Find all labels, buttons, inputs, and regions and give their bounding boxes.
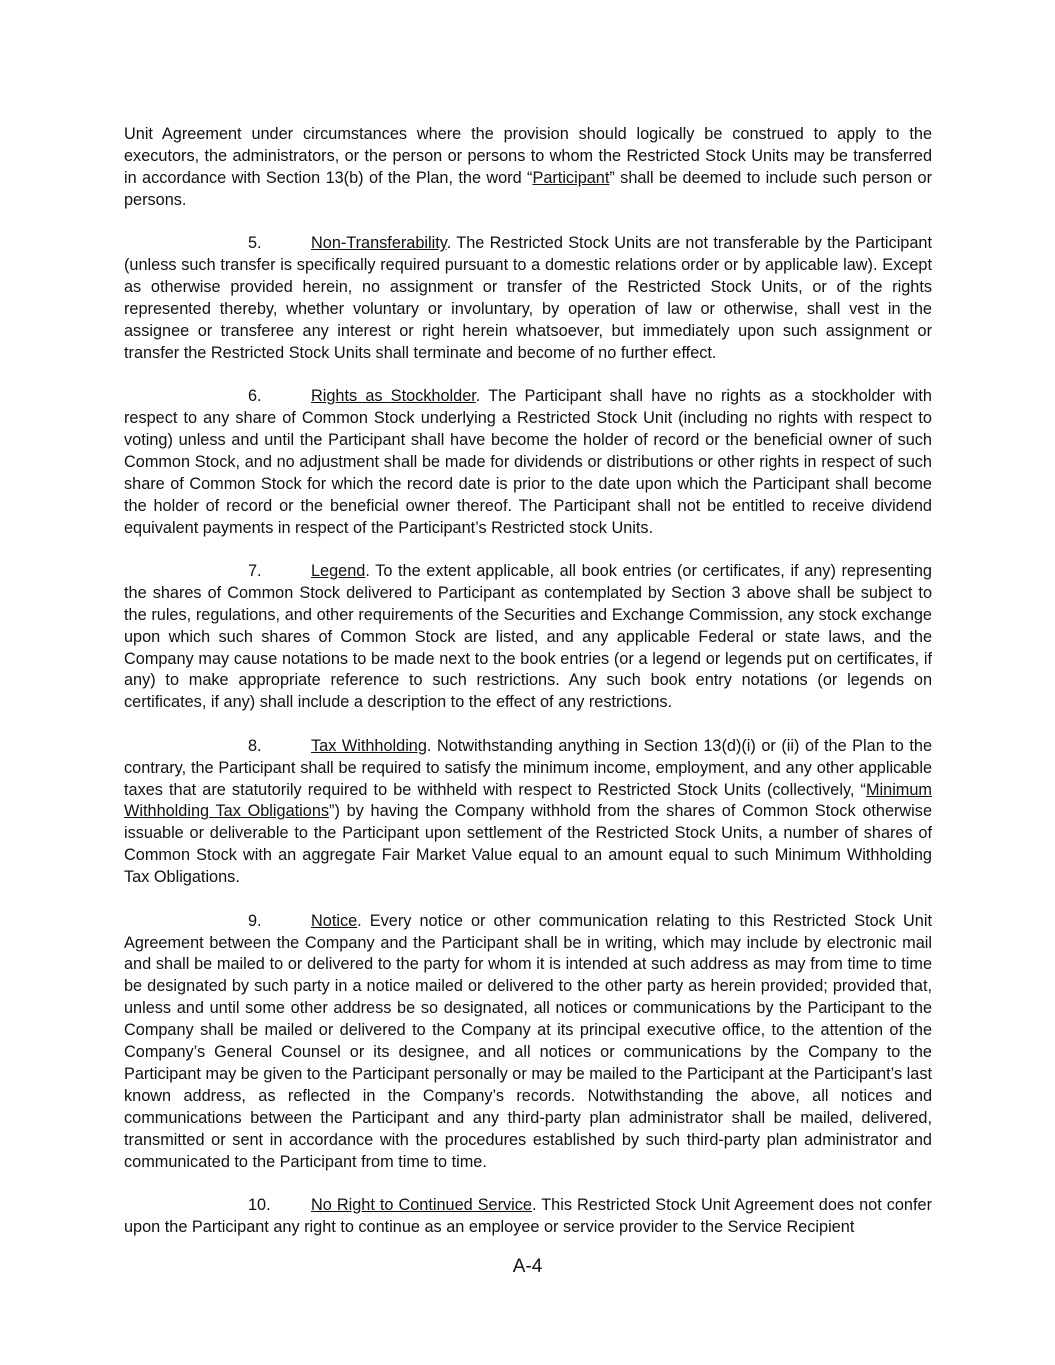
intro-paragraph [124,124,932,212]
section-9 [124,911,932,1174]
defined-term-minimum-withholding: Minimum Withholding Tax Obligations [124,780,932,821]
intro-text-after: ” shall be deemed to include such person or persons. [124,168,932,209]
section-number: 10. [248,1195,271,1214]
section-heading: Legend [311,561,366,580]
section-heading: Non-Transferability [311,234,447,253]
section-8 [124,736,932,889]
section-body: . Every notice or other communication relating to this Restricted Stock Unit Agreement between the Company and the Participant shall be in writing, which may include by electronic mail and shall be mailed to or delivered to the party for whom it is intended at such address as may from time to time be designated by such party in a notice mailed or delivered to the other party as herein provided; provided that, unless and until some other address be so designated, all notices or communications by the Participant to the Company shall be mailed or delivered to the Company at its principal executive office, to the attention of the Company’s General Counsel or its designee, and all notices or communications by the Company to the Participant may be given to the Participant personally or may be mailed to the Participant at the Participant’s last known address, as reflected in the Company’s records. Notwithstanding the above, all notices and communications between the Participant and any third-party plan administrator shall be mailed, delivered, transmitted or sent in accordance with the procedures established by such third-party plan administrator and communicated to the Participant from time to time. [124,911,932,1171]
section-body-before: . Notwithstanding anything in Section 13(d)(i) or (ii) of the Plan to the contrary, the Participant shall be required to satisfy the minimum income, employment, and any other applicable taxes that are statutorily required to be withheld with respect to Restricted Stock Units (collectively, “ [124,736,932,799]
section-number: 6. [248,387,262,406]
section-body: . To the extent applicable, all book entries (or certificates, if any) representing the shares of Common Stock delivered to Participant as contemplated by Section 3 above shall be subject to the rules, regulations, and other requirements of the Securities and Exchange Commission, any stock exchange upon which such shares of Common Stock are listed, and any applicable Federal or state laws, and the Company may cause notations to be made next to the book entries (or a legend or legends put on certificates, if any) to make appropriate reference to such restrictions. Any such book entry notations (or legends on certificates, if any) shall include a description to the effect of any restrictions. [124,561,932,712]
section-body-after: ”) by having the Company withhold from the shares of Common Stock otherwise issuable or deliverable to the Participant upon settlement of the Restricted Stock Units, a number of shares of Common Stock with an aggregate Fair Market Value equal to an amount equal to such Minimum Withholding Tax Obligations. [124,802,932,887]
section-number: 5. [248,234,262,253]
section-5 [124,233,932,364]
intro-text-before: Unit Agreement under circumstances where the provision should logically be construed to apply to the executors, the administrators, or the person or persons to whom the Restricted Stock Units may be transferred in accordance with Section 13(b) of the Plan, the word “ [124,125,932,187]
section-body: . The Participant shall have no rights as a stockholder with respect to any share of Common Stock underlying a Restricted Stock Unit (including no rights with respect to voting) unless and until the Participant shall have become the holder of record or the beneficial owner of such Common Stock, and no adjustment shall be made for dividends or distributions or other rights in respect of such share of Common Stock for which the record date is prior to the date upon which the Participant shall become the holder of record or the beneficial owner thereof. The Participant shall not be entitled to receive dividend equivalent payments in respect of the Participant’s Restricted stock Units. [124,387,932,537]
section-heading: Tax Withholding [311,736,427,755]
section-heading: No Right to Continued Service [311,1195,532,1214]
section-6 [124,386,932,539]
section-number: 7. [248,561,262,580]
defined-term-participant: Participant [532,168,610,187]
section-10 [124,1195,932,1239]
section-heading: Rights as Stockholder [311,387,476,406]
document-body [124,124,932,1260]
section-7 [124,561,932,714]
section-number: 9. [248,911,262,930]
section-body: . The Restricted Stock Units are not transferable by the Participant (unless such transfer is specifically required pursuant to a domestic relations order or by applicable law). Except as otherwise provided herein, no assignment or transfer of the Restricted Stock Units, or of the rights represented thereby, whether voluntary or involuntary, by operation of law or otherwise, shall vest in the assignee or transferee any interest or right herein whatsoever, but immediately upon such assignment or transfer the Restricted Stock Units shall terminate and become of no further effect. [124,234,932,362]
section-number: 8. [248,736,262,755]
page-number: A-4 [512,1256,543,1277]
section-heading: Notice [311,911,358,930]
section-body: . This Restricted Stock Unit Agreement does not confer upon the Participant any right to continue as an employee or service provider to the Service Recipient [124,1195,932,1236]
